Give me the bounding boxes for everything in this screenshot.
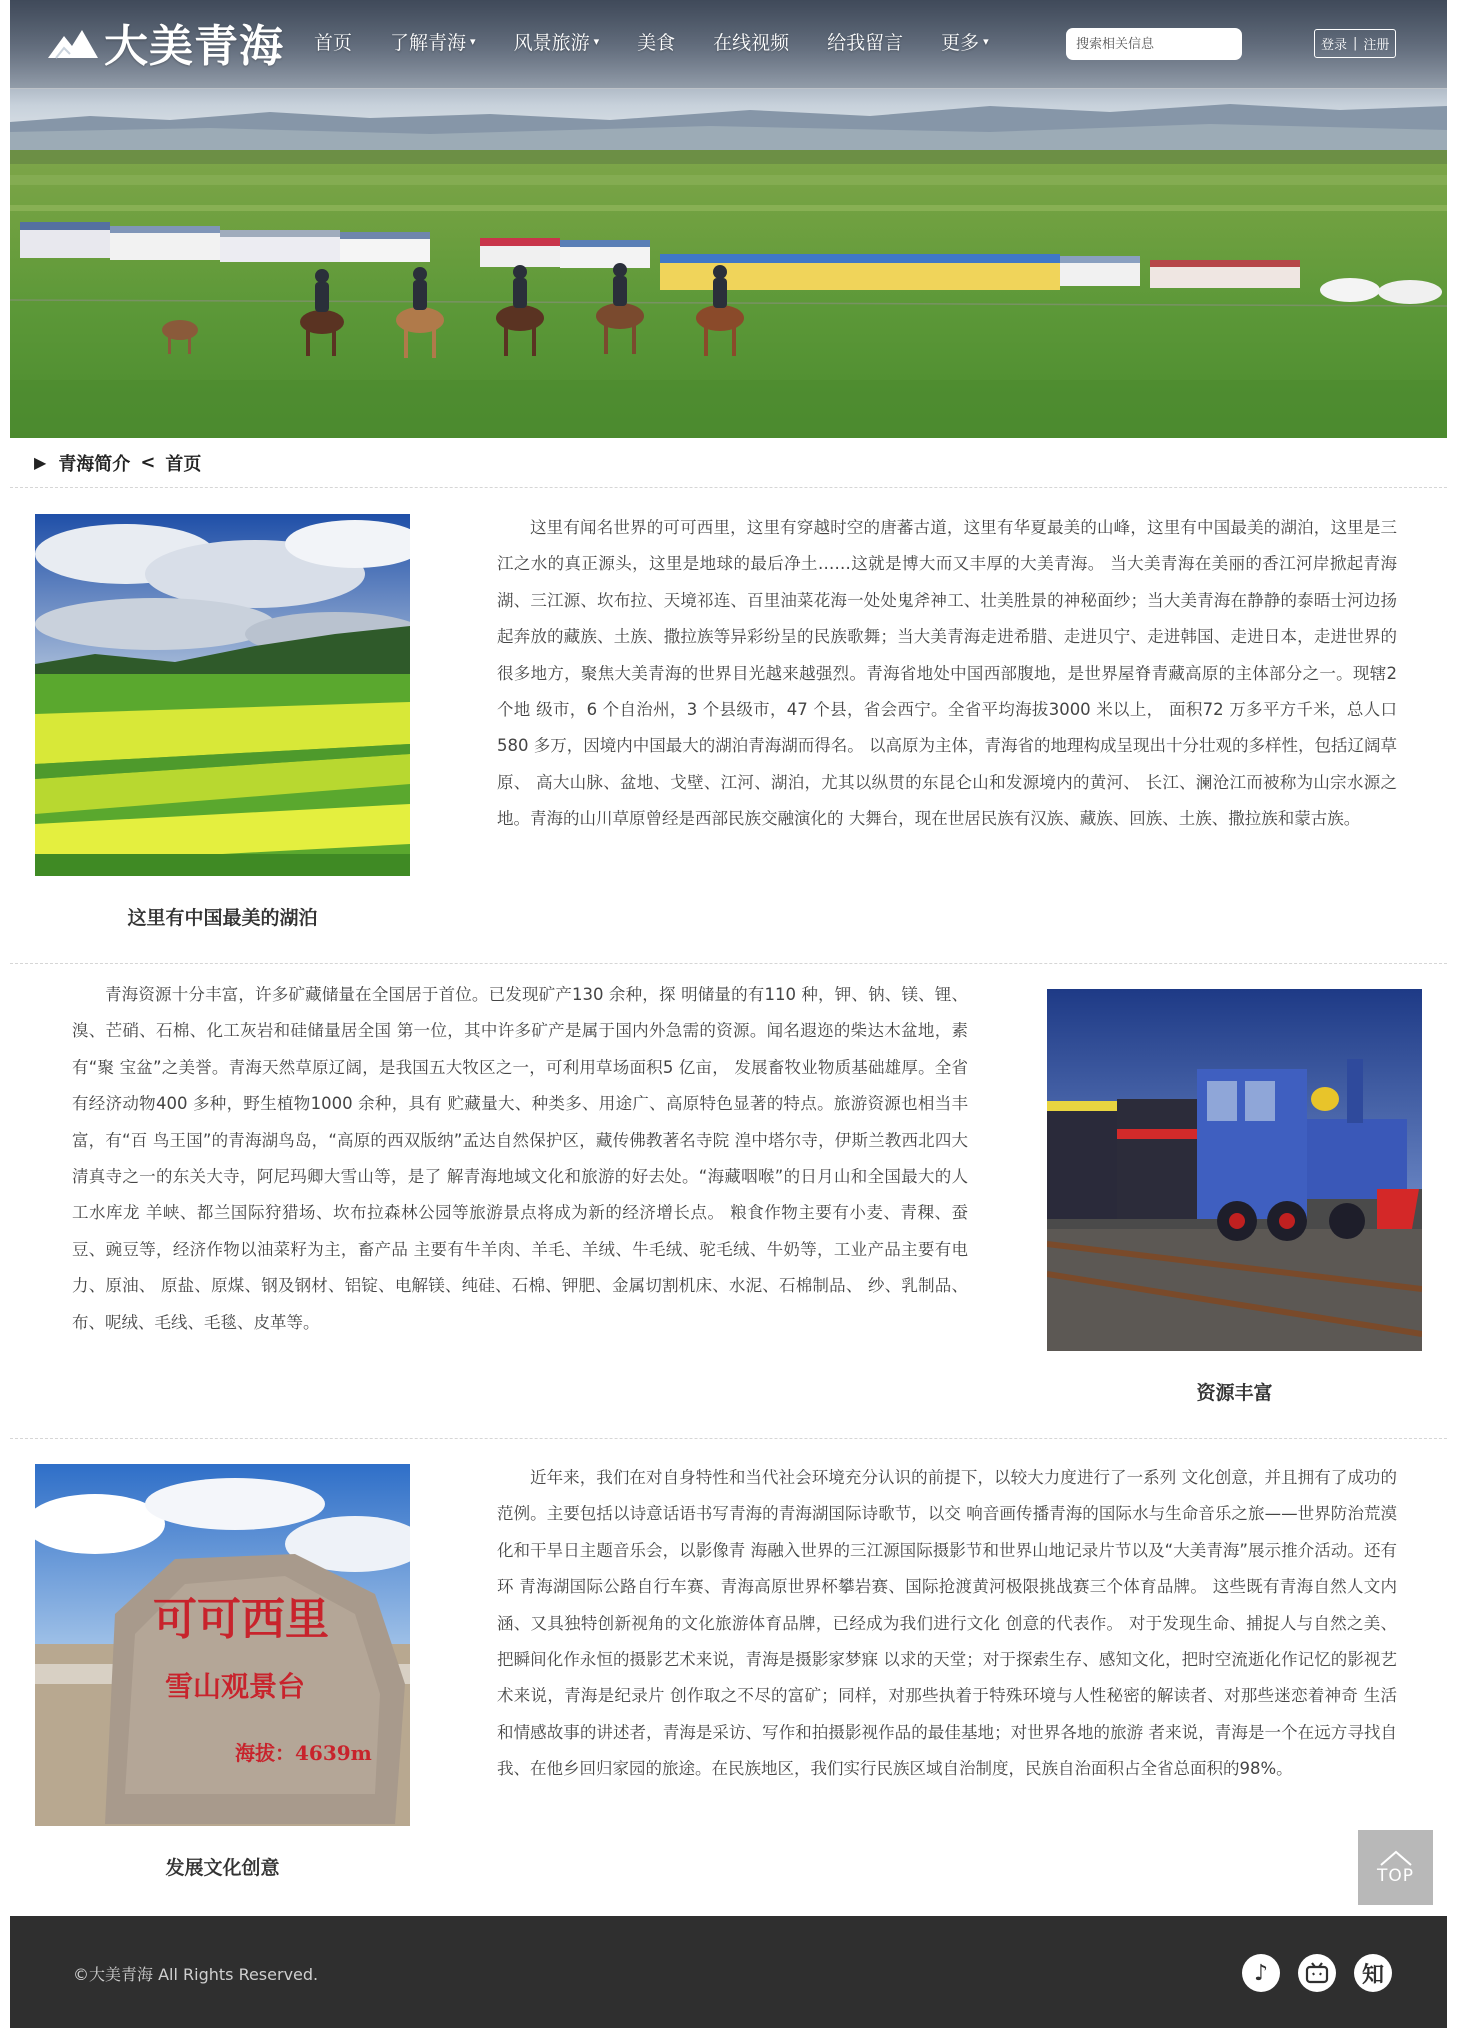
back-to-top-label: TOP <box>1376 1865 1415 1886</box>
nav-about-qinghai[interactable] <box>390 28 476 55</box>
zhihu-icon[interactable] <box>1354 1954 1392 1992</box>
mountain-logo-icon <box>46 22 100 62</box>
play-triangle-icon: ▶ <box>34 453 47 472</box>
main-nav <box>314 28 1027 55</box>
breadcrumb-separator: < <box>140 452 156 473</box>
nav-home[interactable] <box>314 28 352 55</box>
rapeseed-field-photo <box>35 514 410 876</box>
register-link[interactable]: 注册 <box>1363 38 1390 53</box>
breadcrumb <box>10 438 1447 488</box>
nav-food[interactable] <box>637 28 675 55</box>
nav-scenic-travel[interactable] <box>514 28 600 55</box>
site-logo[interactable] <box>46 14 284 70</box>
login-link[interactable]: 登录 <box>1321 38 1348 53</box>
section-paragraph: 近年来，我们在对自身特性和当代社会环境充分认识的前提下，以较大力度进行了一系列 文化创意，并且拥有了成功的范例。主要包括以诗意话语书写青海的青海湖国际诗歌节，以交 响音画传播青海的国际水与生命音乐之旅——世界防治荒漠化和干旱日主题音乐会，以影像青 海融入世界的三江源国际摄影节和世界山地记录片节以及“大美青海”展示推介活动。还有环 青海湖国际公路自行车赛、青海高原世界杯攀岩赛、国际抢渡黄河极限挑战赛三个体育品牌。 这些既有青海自然人文内涵、又具独特创新视角的文化旅游体育品牌，已经成为我们进行文化 创意的代表作。 对于发现生命、捕捉人与自然之美、把瞬间化作永恒的摄影艺术来说，青海是摄影家梦寐 以求的天堂；对于探索生存、感知文化，把时空流逝化作记忆的影视艺术来说，青海是纪录片 创作取之不尽的富矿；同样，对那些执着于特殊环境与人性秘密的解读者、对那些迷恋着神奇 生活和情感故事的讲述者，青海是采访、写作和拍摄影视作品的最佳基地；对世界各地的旅游 者来说，青海是一个在远方寻找自我、在他乡回归家园的旅途。在民族地区，我们实行民族区域自治制度，民族自治面积占全省总面积的98%。 <box>497 1468 1397 1779</box>
chevron-down-icon: ▾ <box>470 35 476 48</box>
nav-label: 首页 <box>314 32 353 54</box>
section-culture <box>10 1438 1447 1916</box>
logo-text: 大美青海 <box>104 21 284 72</box>
auth-divider: | <box>1353 36 1358 51</box>
top-navbar <box>10 0 1447 89</box>
hero-banner <box>10 0 1447 438</box>
section-lakes <box>10 488 1447 964</box>
nav-label: 风景旅游 <box>513 32 590 54</box>
section-caption: 发展文化创意 <box>165 1857 280 1879</box>
tv-icon <box>1305 1962 1329 1984</box>
chevron-up-icon <box>1379 1850 1413 1866</box>
steam-train-photo <box>1047 989 1422 1351</box>
chevron-down-icon: ▾ <box>593 35 600 48</box>
breadcrumb-current: 青海简介 <box>58 453 131 475</box>
bilibili-icon[interactable] <box>1298 1954 1336 1992</box>
nav-label: 在线视频 <box>713 32 790 54</box>
hoh-xil-stone-photo <box>35 1464 410 1826</box>
stone-inscription-sub: 雪山观景台 <box>165 1670 306 1703</box>
nav-label: 美食 <box>637 32 676 54</box>
nav-more[interactable] <box>941 28 989 55</box>
back-to-top-button[interactable] <box>1358 1830 1433 1905</box>
auth-box <box>1314 29 1396 58</box>
copyright-text: ©大美青海 All Rights Reserved. <box>73 1965 319 1984</box>
chevron-down-icon: ▾ <box>983 35 989 48</box>
stone-inscription-main: 可可西里 <box>153 1594 329 1645</box>
nav-online-video[interactable] <box>713 28 789 55</box>
nav-label: 更多 <box>941 32 980 54</box>
search-input[interactable] <box>1066 28 1242 60</box>
section-resources <box>10 963 1447 1439</box>
section-caption: 这里有中国最美的湖泊 <box>127 907 318 929</box>
section-paragraph: 青海资源十分丰富，许多矿藏储量在全国居于首位。已发现矿产130 余种，探 明储量的有110 种，钾、钠、镁、锂、溴、芒硝、石棉、化工灰岩和硅储量居全国 第一位，其中许多矿产是属于国内外急需的资源。闻名遐迩的柴达木盆地，素有“聚 宝盆”之美誉。青海天然草原辽阔，是我国五大牧区之一，可利用草场面积5 亿亩， 发展畜牧业物质基础雄厚。全省有经济动物400 多种，野生植物1000 余种，具有 贮藏量大、种类多、用途广、高原特色显著的特点。旅游资源也相当丰富，有“百 鸟王国”的青海湖鸟岛，“高原的西双版纳”孟达自然保护区，藏传佛教著名寺院 湟中塔尔寺，伊斯兰教西北四大清真寺之一的东关大寺，阿尼玛卿大雪山等，是了 解青海地域文化和旅游的好去处。“海藏咽喉”的日月山和全国最大的人工水库龙 羊峡、都兰国际狩猎场、坎布拉森林公园等旅游景点将成为新的经济增长点。 粮食作物主要有小麦、青稞、蚕豆、豌豆等，经济作物以油菜籽为主，畜产品 主要有牛羊肉、羊毛、羊绒、牛毛绒、驼毛绒、牛奶等，工业产品主要有电力、原油、 原盐、原煤、钢及钢材、铝锭、电解镁、纯硅、石棉、钾肥、金属切割机床、水泥、石棉制品、 纱、乳制品、布、呢绒、毛线、毛毯、皮革等。 <box>72 985 968 1332</box>
douyin-glyph: ♪ <box>1253 1960 1269 1986</box>
nav-label: 了解青海 <box>390 32 467 54</box>
footer <box>10 1916 1447 2028</box>
section-caption: 资源丰富 <box>1196 1382 1273 1404</box>
section-paragraph: 这里有闻名世界的可可西里，这里有穿越时空的唐蕃古道，这里有华夏最美的山峰，这里有中国最美的湖泊，这里是三江之水的真正源头，这里是地球的最后净土……这就是博大而又丰厚的大美青海。 当大美青海在美丽的香江河岸掀起青海湖、三江源、坎布拉、天境祁连、百里油菜花海一处处鬼斧神工、壮美胜景的神秘面纱；当大美青海在静静的泰晤士河边扬起奔放的藏族、土族、撒拉族等异彩纷呈的民族歌舞；当大美青海走进希腊、走进贝宁、走进韩国、走进日本，走进世界的很多地方，聚焦大美青海的世界目光越来越强烈。青海省地处中国西部腹地，是世界屋脊青藏高原的主体部分之一。现辖2 个地 级市，6 个自治州，3 个县级市，47 个县，省会西宁。全省平均海拔3000 米以上， 面积72 万多平方千米，总人口580 多万，因境内中国最大的湖泊青海湖而得名。 以高原为主体，青海省的地理构成呈现出十分壮观的多样性，包括辽阔草原、 高大山脉、盆地、戈壁、江河、湖泊，尤其以纵贯的东昆仑山和发源境内的黄河、 长江、澜沧江而被称为山宗水源之地。青海的山川草原曾经是西部民族交融演化的 大舞台，现在世居民族有汉族、藏族、回族、土族、撒拉族和蒙古族。 <box>497 518 1397 829</box>
douyin-icon[interactable] <box>1242 1954 1280 1992</box>
breadcrumb-home-link[interactable]: 首页 <box>165 453 202 475</box>
nav-leave-message[interactable] <box>827 28 903 55</box>
stone-inscription-altitude: 海拔：4639m <box>235 1741 372 1765</box>
nav-label: 给我留言 <box>827 32 904 54</box>
zhihu-glyph: 知 <box>1361 1962 1384 1988</box>
